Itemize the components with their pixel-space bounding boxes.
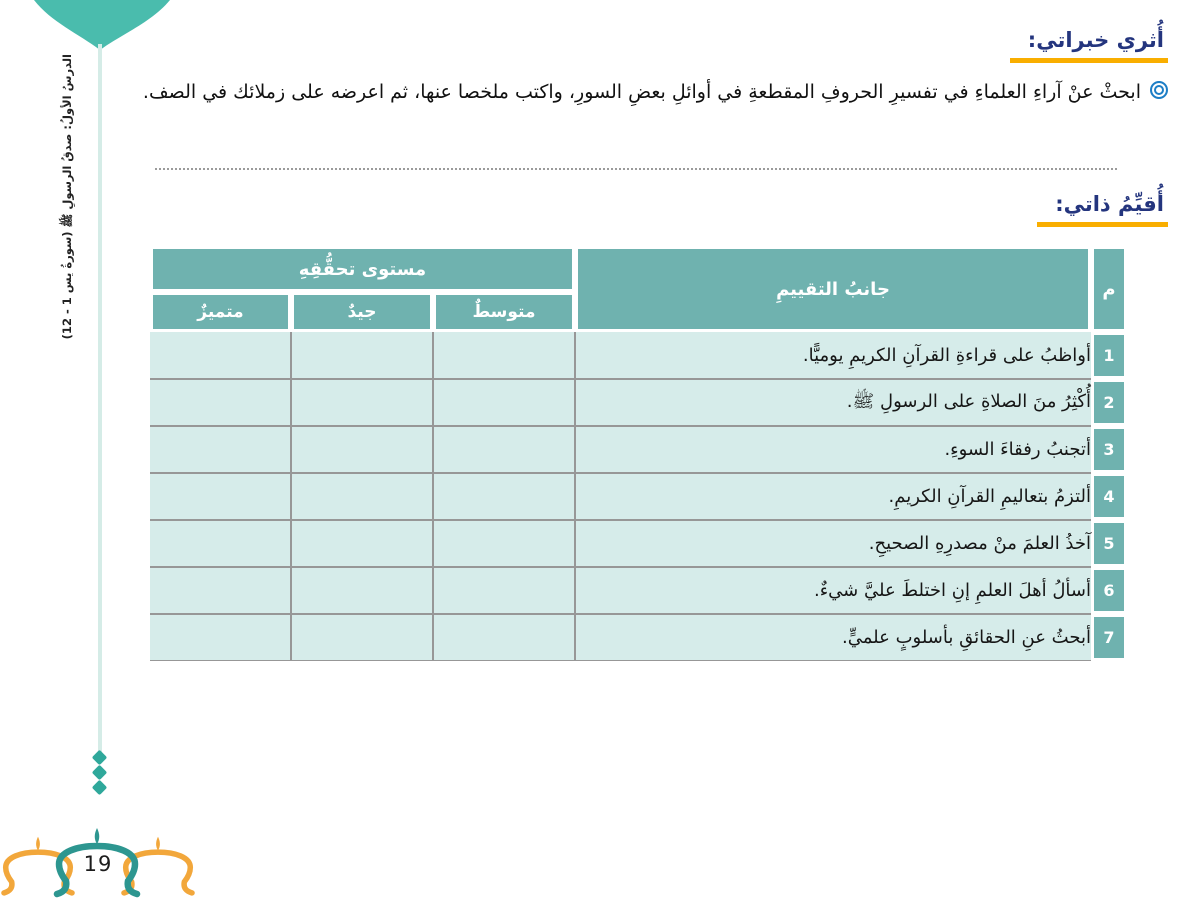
table-row [150, 426, 1127, 473]
rating-cell[interactable] [291, 614, 433, 661]
section-title-self-eval: أُقيِّمُ ذاتي: [1037, 192, 1168, 227]
row-number: 1 [1091, 332, 1127, 379]
rating-cell[interactable] [150, 520, 291, 567]
dotted-separator [155, 168, 1117, 170]
rating-cell[interactable] [150, 332, 291, 379]
diamond-ornament-icon [92, 765, 108, 781]
rating-cell[interactable] [433, 520, 575, 567]
col-header-aspect: جانبُ التقييمِ [575, 246, 1091, 332]
table-row [150, 473, 1127, 520]
table-row [150, 379, 1127, 426]
rating-cell[interactable] [150, 567, 291, 614]
section-title-enrich: أُثري خبراتي: [1010, 28, 1168, 63]
rating-cell[interactable] [433, 332, 575, 379]
rating-cell[interactable] [291, 379, 433, 426]
col-header-number: م [1091, 246, 1127, 332]
row-number: 5 [1091, 520, 1127, 567]
row-number: 7 [1091, 614, 1127, 661]
aspect-text: أتجنبُ رفقاءَ السوءِ. [575, 426, 1091, 473]
rating-cell[interactable] [433, 614, 575, 661]
bookmark-ribbon-icon [34, 0, 170, 52]
diamond-ornament-icon [92, 780, 108, 796]
diamond-ornament-icon [92, 750, 108, 766]
rating-cell[interactable] [291, 473, 433, 520]
table-row [150, 567, 1127, 614]
rating-cell[interactable] [291, 520, 433, 567]
lesson-label: الدرسُ الأولُ: صدقُ الرسولِ ﷺ (سورةُ يس 1 - 12) [60, 54, 74, 340]
row-number: 2 [1091, 379, 1127, 426]
aspect-text: آخذُ العلمَ منْ مصدرِهِ الصحيحِ. [575, 520, 1091, 567]
col-header-level-group: مستوى تحقُّقِهِ [150, 246, 575, 292]
rating-cell[interactable] [150, 426, 291, 473]
col-header-good: جيدٌ [291, 292, 433, 332]
rating-cell[interactable] [291, 567, 433, 614]
sidebar-divider-line [98, 44, 102, 756]
task-text: ابحثْ عنْ آراءِ العلماءِ في تفسيرِ الحروفِ المقطعةِ في أوائلِ بعضِ السورِ، واكتب ملخصا عنها، ثم اعرضه على زملائك في الصف. [142, 81, 1141, 103]
target-bullet-icon [1150, 81, 1168, 99]
table-row [150, 520, 1127, 567]
row-number: 4 [1091, 473, 1127, 520]
aspect-text: أسألُ أهلَ العلمِ إنِ اختلطَ عليَّ شيءٌ. [575, 567, 1091, 614]
rating-cell[interactable] [291, 426, 433, 473]
rating-cell[interactable] [433, 379, 575, 426]
rating-cell[interactable] [150, 473, 291, 520]
table-row [150, 614, 1127, 661]
aspect-text: أبحثُ عنِ الحقائقِ بأسلوبٍ علميٍّ. [575, 614, 1091, 661]
page-number: 19 [83, 852, 113, 876]
self-evaluation-table [150, 246, 1127, 661]
rating-cell[interactable] [150, 614, 291, 661]
aspect-text: ألتزمُ بتعاليمِ القرآنِ الكريمِ. [575, 473, 1091, 520]
row-number: 3 [1091, 426, 1127, 473]
rating-cell[interactable] [433, 426, 575, 473]
task-paragraph [84, 72, 1168, 113]
aspect-text: أُكْثِرُ منَ الصلاةِ على الرسولِ ﷺ. [575, 379, 1091, 426]
rating-cell[interactable] [150, 379, 291, 426]
aspect-text: أواظبُ على قراءةِ القرآنِ الكريمِ يوميًّا. [575, 332, 1091, 379]
rating-cell[interactable] [433, 567, 575, 614]
table-row [150, 332, 1127, 379]
rating-cell[interactable] [291, 332, 433, 379]
col-header-excellent: متميزٌ [150, 292, 291, 332]
row-number: 6 [1091, 567, 1127, 614]
col-header-average: متوسطٌ [433, 292, 575, 332]
rating-cell[interactable] [433, 473, 575, 520]
